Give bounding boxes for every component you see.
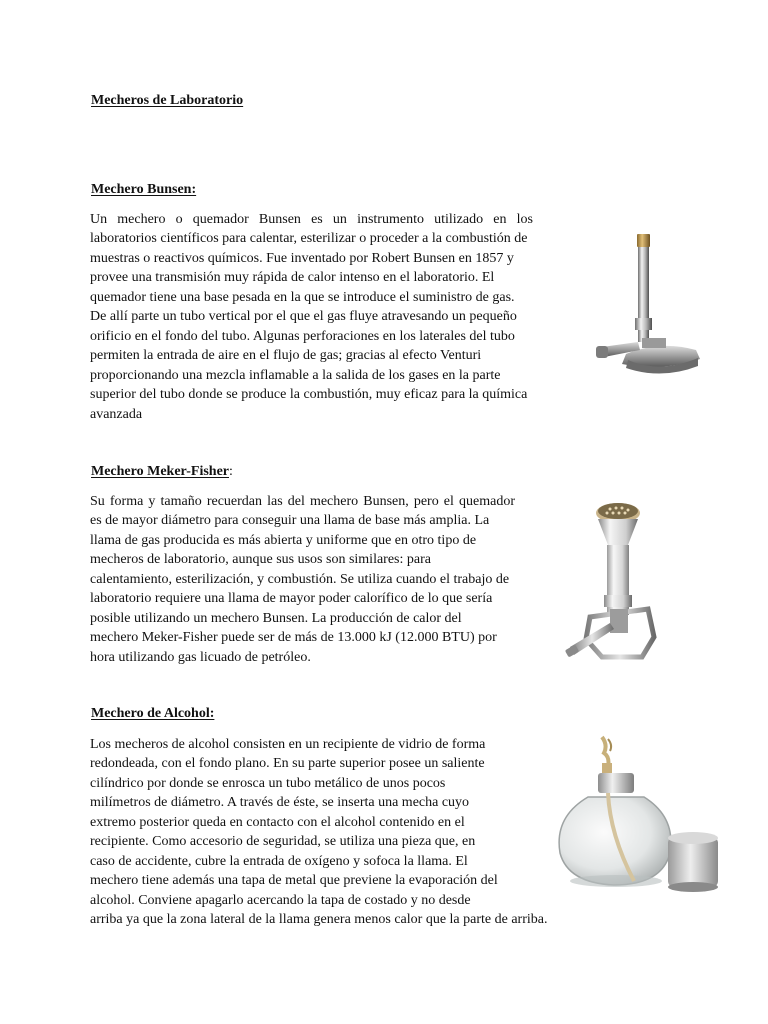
- paragraph-line: calentamiento, esterilización, y combustión. Se utiliza cuando el trabajo de: [90, 571, 510, 587]
- section-heading-bunsen-text: Mechero Bunsen:: [91, 182, 197, 197]
- paragraph-line: cilíndrico por donde se enrosca un tubo metálico de unos pocos: [90, 775, 446, 791]
- paragraph-line: laboratorio requiere una llama de mayor poder calorífico de lo que sería: [90, 591, 493, 607]
- meker-fisher-burner-icon: [562, 497, 658, 667]
- section-heading-bunsen: [91, 182, 196, 198]
- paragraph-line: extremo posterior queda en contacto con el alcohol contenido en el: [90, 814, 465, 830]
- paragraph-line: muestras o reactivos químicos. Fue inventado por Robert Bunsen en 1857 y: [90, 250, 514, 266]
- paragraph-line: orificio en el fondo del tubo. Algunas perforaciones en los laterales del tubo: [90, 328, 515, 344]
- section-heading-alcohol: [91, 706, 214, 722]
- paragraph-line: caso de accidente, cubre la entrada de oxígeno y sofoca la llama. El: [90, 853, 468, 869]
- section-heading-meker: [91, 464, 233, 480]
- paragraph-line: es de mayor diámetro para conseguir una llama de base más amplia. La: [90, 513, 490, 529]
- alcohol-lamp-icon: [550, 735, 740, 905]
- paragraph-line: quemador tiene una base pesada en la que se introduce el suministro de gas.: [90, 289, 515, 305]
- section-heading-meker-text: Mechero Meker-Fisher: [91, 464, 229, 479]
- paragraph-line: milímetros de diámetro. A través de éste, se inserta una mecha cuyo: [90, 795, 470, 811]
- paragraph-line: Los mecheros de alcohol consisten en un recipiente de vidrio de forma: [90, 737, 486, 752]
- paragraph-line: posible utilizando un mechero Bunsen. La producción de calor del: [90, 610, 462, 626]
- paragraph-line: llama de gas producida es más abierta y uniforme que en otro tipo de: [90, 532, 477, 548]
- paragraph-line: avanzada: [90, 406, 143, 422]
- paragraph-line: redondeada, con el fondo plano. En su parte superior posee un saliente: [90, 756, 485, 772]
- paragraph-line: arriba ya que la zona lateral de la llama genera menos calor que la parte de arriba.: [90, 912, 548, 928]
- paragraph-line: mechero Meker-Fisher puede ser de más de 13.000 kJ (12.000 BTU) por: [90, 630, 497, 646]
- paragraph-line: laboratorios científicos para calentar, esterilizar o proceder a la combustión de: [90, 231, 528, 247]
- paragraph-bunsen: [90, 210, 533, 424]
- paragraph-alcohol: [90, 735, 547, 930]
- paragraph-line: alcohol. Conviene apagarlo acercando la tapa de costado y no desde: [90, 892, 471, 908]
- paragraph-line: superior del tubo donde se produce la combustión, muy eficaz para la química: [90, 387, 528, 403]
- paragraph-line: Su forma y tamaño recuerdan las del mechero Bunsen, pero el quemador: [90, 494, 515, 509]
- paragraph-line: Un mechero o quemador Bunsen es un instrumento utilizado en los: [90, 212, 533, 227]
- paragraph-meker: [90, 492, 515, 667]
- section-heading-meker-suffix: :: [229, 464, 233, 479]
- paragraph-line: permiten la entrada de aire en el flujo de gas; gracias al efecto Venturi: [90, 348, 482, 364]
- paragraph-line: mecheros de laboratorio, aunque sus usos son similares: para: [90, 552, 431, 568]
- paragraph-line: recipiente. Como accesorio de seguridad, se utiliza una pieza que, en: [90, 834, 476, 850]
- paragraph-line: De allí parte un tubo vertical por el que el gas fluye atravesando un pequeño: [90, 309, 517, 325]
- document-title: Mecheros de Laboratorio: [91, 93, 244, 108]
- bunsen-burner-icon: [588, 214, 716, 384]
- section-heading-alcohol-text: Mechero de Alcohol:: [91, 706, 215, 721]
- paragraph-line: mechero tiene además una tapa de metal que previene la evaporación del: [90, 873, 498, 889]
- paragraph-line: hora utilizando gas licuado de petróleo.: [90, 649, 311, 665]
- paragraph-line: proporcionando una mezcla inflamable a la salida de los gases en la parte: [90, 367, 501, 383]
- paragraph-line: provee una transmisión muy rápida de calor intenso en el laboratorio. El: [90, 270, 495, 286]
